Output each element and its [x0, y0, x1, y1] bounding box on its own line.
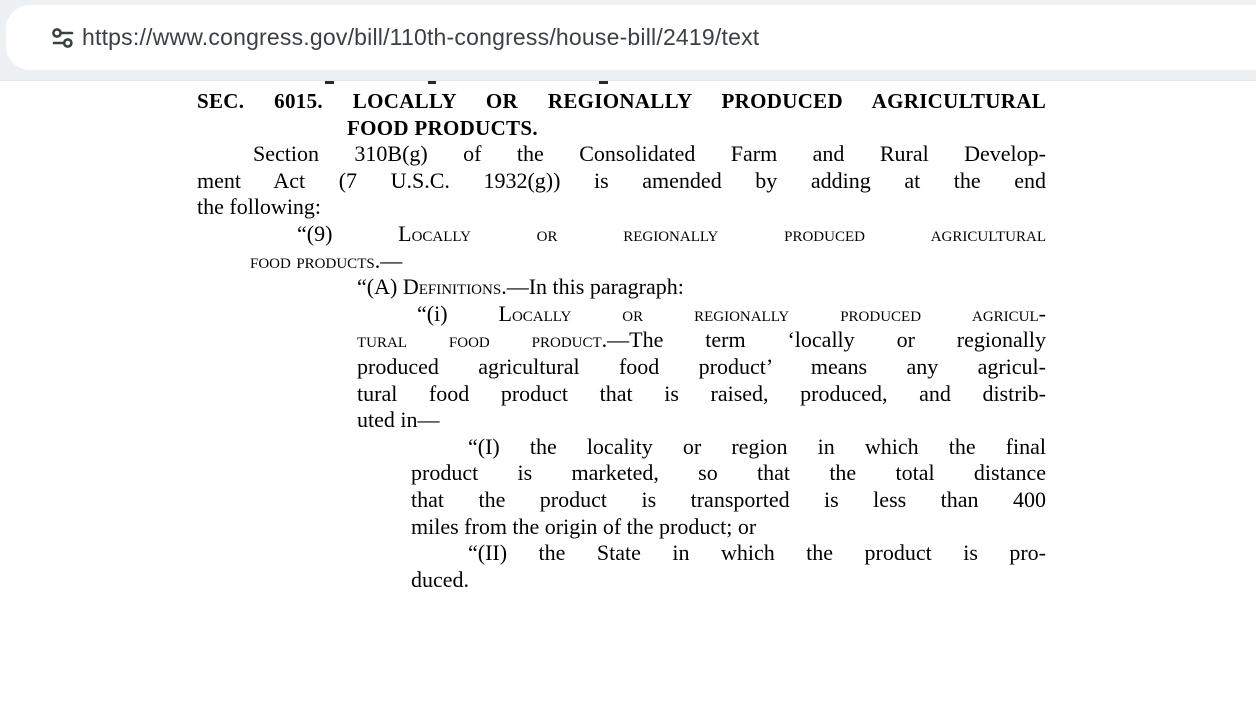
subclause-I	[197, 434, 1046, 540]
intro-paragraph	[197, 141, 1046, 221]
subclause-II	[197, 540, 1046, 593]
clause-i	[197, 301, 1046, 434]
text-line: “(I) the locality or region in which the final	[468, 433, 1046, 459]
text-line: Section 310B(g) of the Consolidated Farm and Rural Develop-	[253, 141, 1046, 167]
tune-icon[interactable]	[48, 23, 78, 53]
text-line: product is marketed, so that the total distance	[411, 460, 1046, 486]
text-line: “(9) Locally or regionally produced agricultural	[297, 220, 1046, 246]
paragraph-9	[197, 221, 1046, 274]
text-line: uted in—	[357, 407, 440, 433]
text-line: tural food product that is raised, produced, and distrib-	[357, 380, 1046, 406]
clipped-text-fragment	[599, 81, 608, 84]
text-line: FOOD PRODUCTS.	[347, 115, 538, 140]
text-line: the following:	[197, 194, 322, 220]
bill-text-page	[197, 88, 1046, 593]
text-line: food products.—	[250, 247, 403, 273]
address-bar[interactable]	[6, 5, 1256, 70]
clipped-text-fragment	[428, 81, 436, 84]
browser-toolbar	[0, 0, 1256, 81]
url-text[interactable]: https://www.congress.gov/bill/110th-congress/house-bill/2419/text	[82, 24, 760, 50]
text-line: produced agricultural food product’ means any agricul-	[357, 353, 1046, 379]
text-line: “(II) the State in which the product is pro-	[468, 540, 1046, 566]
text-line: tural food product.—The term ‘locally or regionally	[357, 327, 1046, 353]
text-line: SEC. 6015. LOCALLY OR REGIONALLY PRODUCED AGRICULTURAL	[197, 89, 1046, 113]
text-line: “(A) Definitions.—In this paragraph:	[357, 274, 684, 300]
text-line: duced.	[411, 566, 470, 592]
subparagraph-A	[197, 274, 1046, 301]
clipped-text-fragment	[325, 81, 334, 84]
text-line: miles from the origin of the product; or	[411, 513, 757, 539]
text-line: ment Act (7 U.S.C. 1932(g)) is amended by adding at the end	[197, 167, 1046, 193]
section-heading	[197, 88, 1046, 141]
text-line: that the product is transported is less than 400	[411, 486, 1046, 512]
text-line: “(i) Locally or regionally produced agricul-	[417, 300, 1047, 326]
